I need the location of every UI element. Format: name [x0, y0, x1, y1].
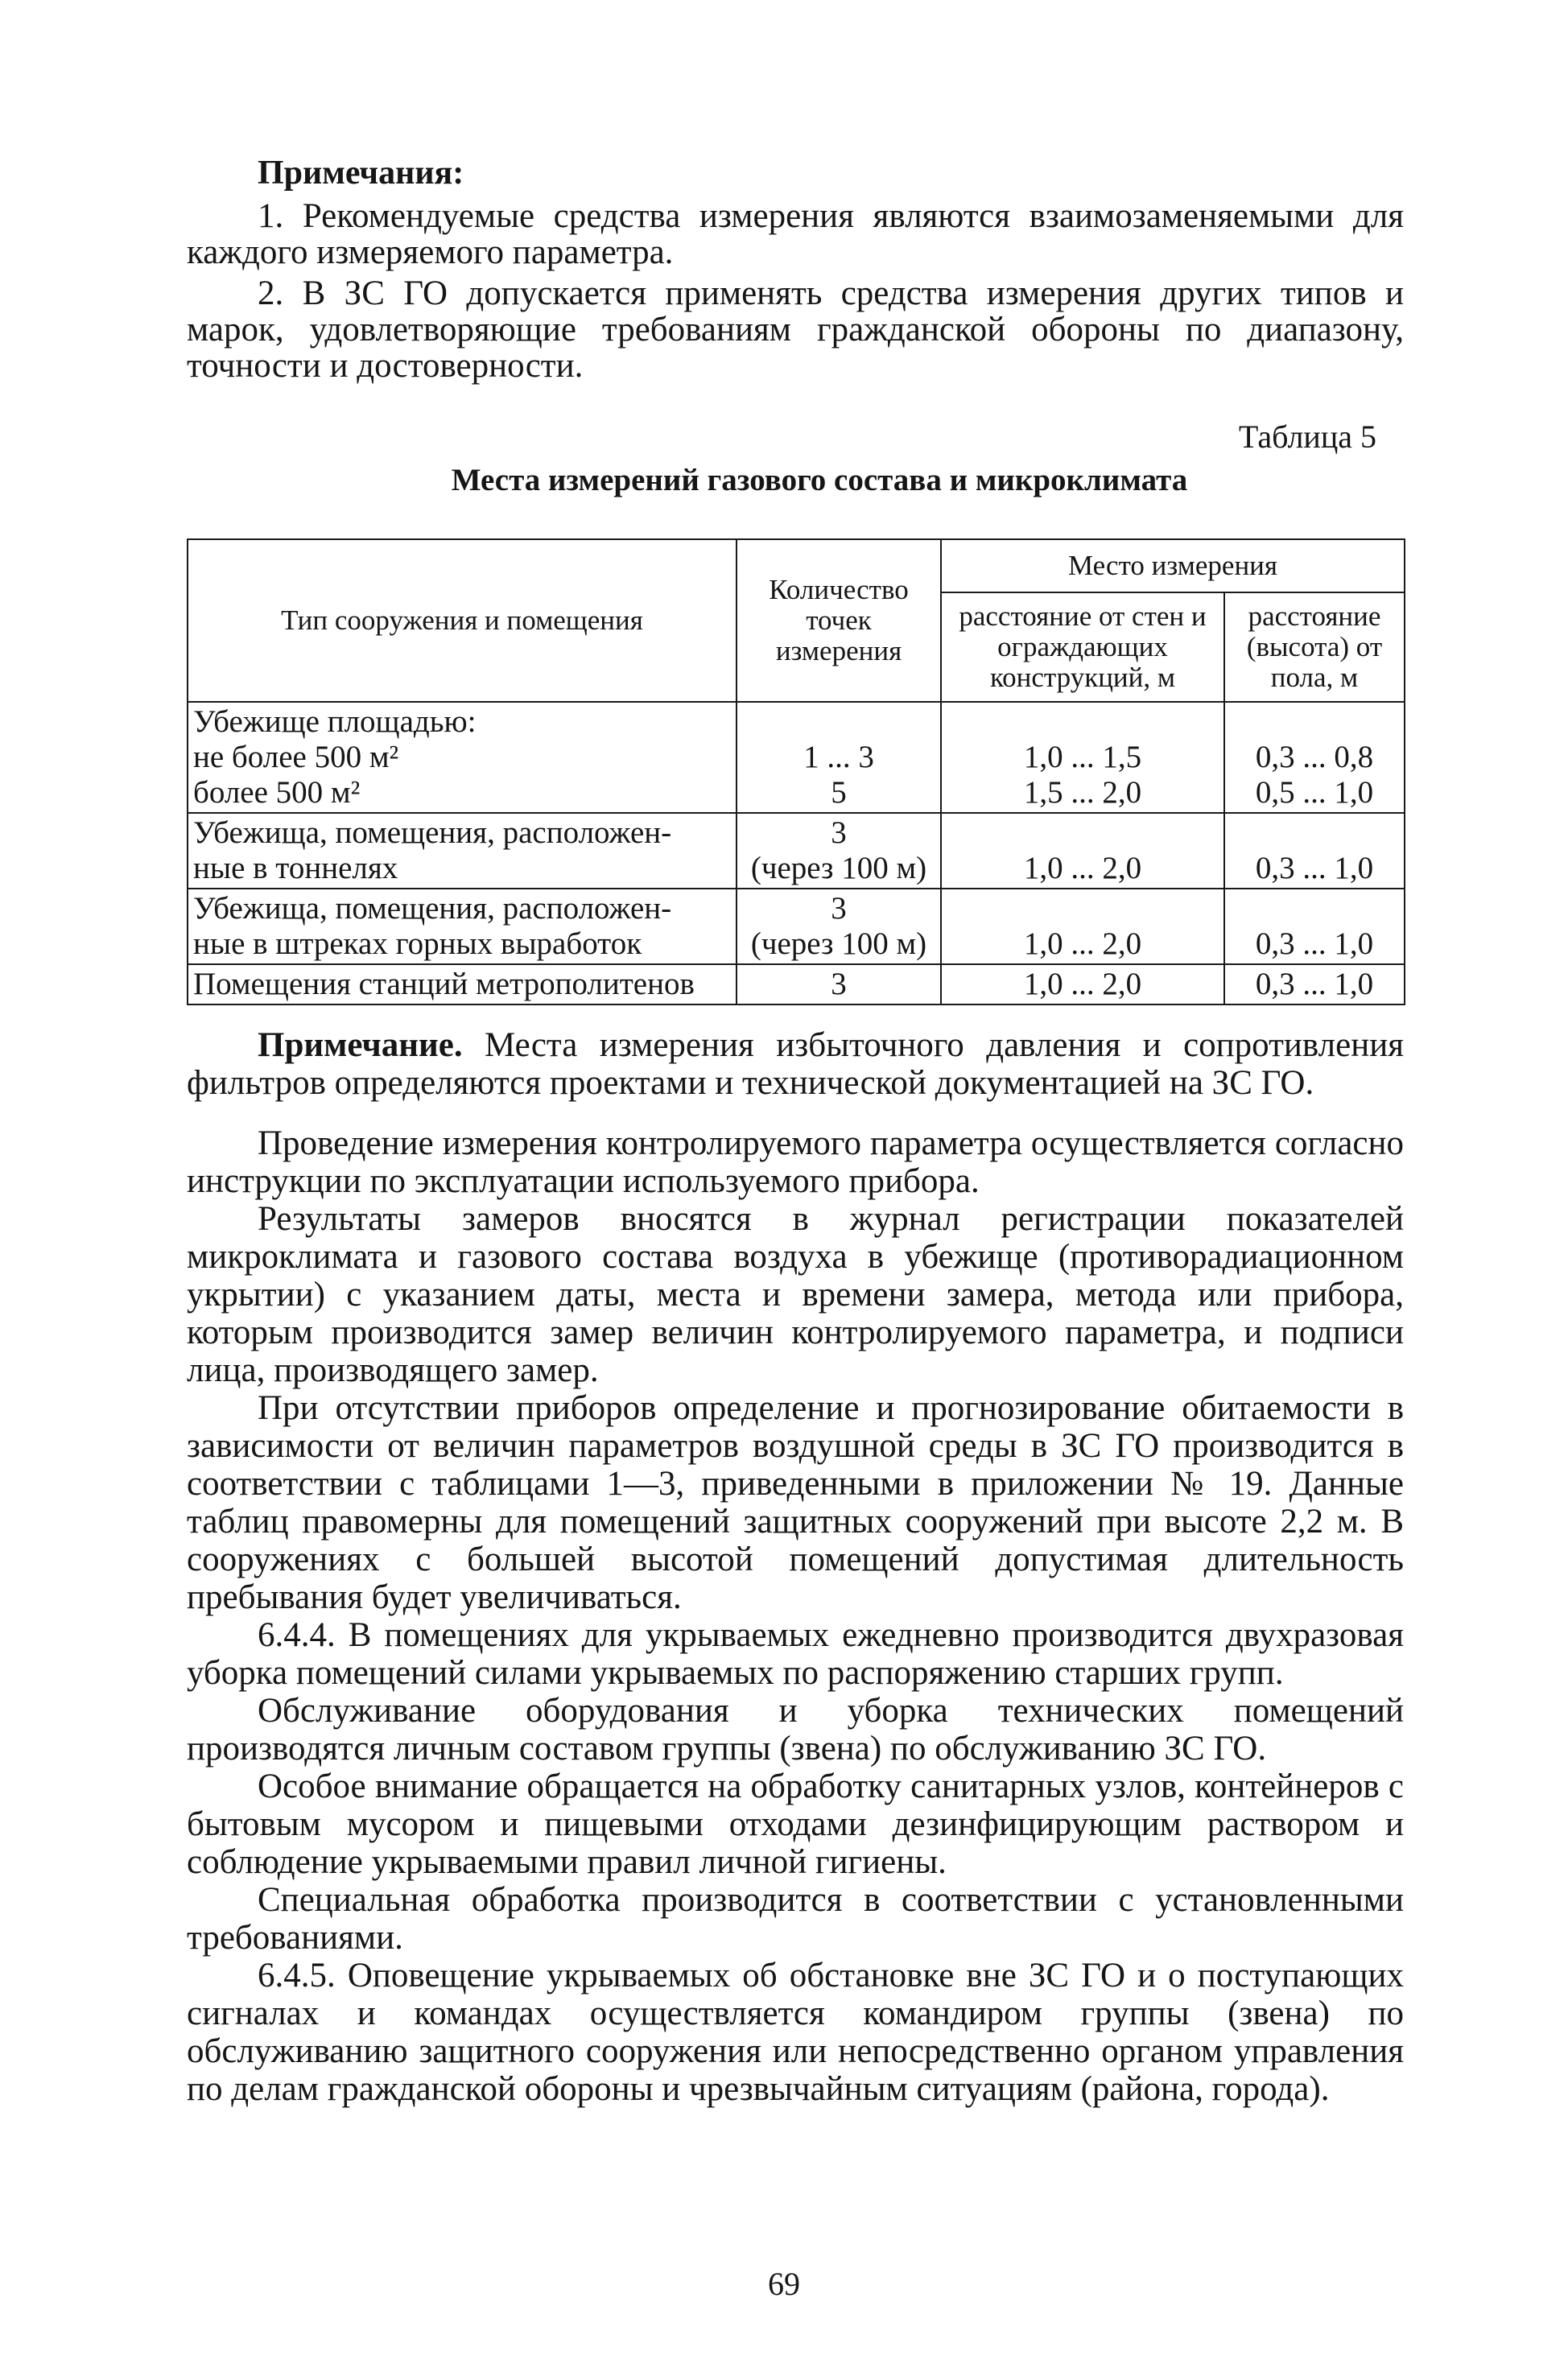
cell-line: 1,5 ... 2,0 [1023, 775, 1142, 810]
paragraph-2: Результаты замеров вносятся в журнал регистрации показателей микроклимата и газового состава воздуха в убежище (противорадиационном укрытии) с указанием даты, места и времени замера, метода или прибора, которым производится замер величин контролируемого параметра, и подписи лица, производящего замер. [187, 1200, 1404, 1389]
cell-line: (через 100 м) [750, 851, 927, 885]
cell-line: ные в тоннелях [193, 851, 398, 885]
cell-line: Убежища, помещения, расположен- [193, 815, 672, 850]
paragraph-5: Обслуживание оборудования и уборка технических помещений производятся личным составом группы (звена) по обслуживанию ЗС ГО. [187, 1692, 1404, 1768]
header-place: Место измерения [941, 539, 1405, 592]
cell-line: 5 [831, 775, 847, 810]
cell-height [1224, 813, 1405, 889]
cell-line: 1,0 ... 2,0 [1023, 851, 1142, 885]
cell-height [1224, 964, 1405, 1004]
cell-line: 0,3 ... 0,8 [1255, 740, 1374, 774]
header-distance-walls: расстояние от стен и ограждающих конструкций, м [941, 592, 1224, 702]
table-row [188, 702, 1405, 813]
cell-line: не более 500 м² [193, 740, 399, 774]
paragraph-7: Специальная обработка производится в соответствии с установленными требованиями. [187, 1881, 1404, 1957]
cell-line: 3 [831, 967, 847, 1001]
cell-line: 1 ... 3 [803, 740, 874, 774]
cell-type [188, 702, 737, 813]
cell-line: ные в штреках горных выработок [193, 926, 642, 961]
paragraph-8: 6.4.5. Оповещение укрываемых об обстановке вне ЗС ГО и о поступающих сигналах и командах осуществляется командиром группы (звена) по обслуживанию защитного сооружения или непосредственно органом управления по делам гражданской обороны и чрезвычайным ситуациям (района, города). [187, 1957, 1404, 2108]
table-row [188, 813, 1405, 889]
cell-line: Убежища, помещения, расположен- [193, 891, 672, 926]
cell-type [188, 964, 737, 1004]
cell-count [737, 702, 941, 813]
cell-distance-walls [941, 813, 1224, 889]
cell-height [1224, 889, 1405, 964]
notes-title: Примечания: [258, 155, 464, 192]
cell-line: Помещения станций метрополитенов [193, 967, 695, 1001]
page-number: 69 [768, 2266, 800, 2302]
table-body [188, 702, 1405, 1004]
cell-line: (через 100 м) [750, 926, 927, 961]
note-item-1: 1. Рекомендуемые средства измерения являются взаимозаменяемыми для каждого измеряемого параметра. [187, 197, 1404, 271]
table-title: Места измерений газового состава и микроклимата [451, 463, 1188, 497]
cell-count [737, 889, 941, 964]
table-row [188, 964, 1405, 1004]
cell-count [737, 964, 941, 1004]
cell-line: 3 [831, 891, 847, 926]
cell-type [188, 889, 737, 964]
cell-distance-walls [941, 964, 1224, 1004]
cell-line: 0,3 ... 1,0 [1255, 967, 1374, 1001]
paragraph-1: Проведение измерения контролируемого параметра осуществляется согласно инструкции по эксплуатации используемого прибора. [187, 1124, 1404, 1200]
paragraph-3: При отсутствии приборов определение и прогнозирование обитаемости в зависимости от величин параметров воздушной среды в ЗС ГО производится в соответствии с таблицами 1—3, приведенными в приложении № 19. Данные таблиц правомерны для помещений защитных сооружений при высоте 2,2 м. В сооружениях с большей высотой помещений допустимая длительность пребывания будет увеличиваться. [187, 1389, 1404, 1616]
paragraph-6: Особое внимание обращается на обработку санитарных узлов, контейнеров с бытовым мусором и пищевыми отходами дезинфицирующим раствором и соблюдение укрываемыми правил личной гигиены. [187, 1768, 1404, 1881]
cell-distance-walls [941, 702, 1224, 813]
cell-line: 1,0 ... 2,0 [1023, 967, 1142, 1001]
cell-line: 1,0 ... 2,0 [1023, 926, 1142, 961]
cell-line: 0,3 ... 1,0 [1255, 851, 1374, 885]
cell-line: 0,5 ... 1,0 [1255, 775, 1374, 810]
table-note-text: Места измерения избыточного давления и сопротивления фильтров определяются проектами и технической документацией на ЗС ГО. [187, 1026, 1404, 1102]
table-row [188, 889, 1405, 964]
cell-line: более 500 м² [193, 775, 361, 810]
note-item-2: 2. В ЗС ГО допускается применять средства измерения других типов и марок, удовлетворяющие требованиям гражданской обороны по диапазону, точности и достоверности. [187, 274, 1404, 385]
measurement-table [187, 538, 1405, 1005]
cell-type [188, 813, 737, 889]
cell-distance-walls [941, 889, 1224, 964]
document-page [187, 153, 1404, 2108]
cell-line: 1,0 ... 1,5 [1023, 740, 1142, 774]
cell-count [737, 813, 941, 889]
table-note [187, 1026, 1404, 1102]
table-number: Таблица 5 [1238, 419, 1376, 455]
header-count: Количество точек измерения [737, 539, 941, 702]
paragraph-4: 6.4.4. В помещениях для укрываемых ежедневно производится двухразовая уборка помещений силами укрываемых по распоряжению старших групп. [187, 1616, 1404, 1692]
table-note-label: Примечание. [258, 1026, 463, 1064]
cell-line: 0,3 ... 1,0 [1255, 926, 1374, 961]
header-type: Тип сооружения и помещения [188, 539, 737, 702]
cell-height [1224, 702, 1405, 813]
cell-line: Убежище площадью: [193, 704, 477, 739]
header-height: расстояние (высота) от пола, м [1224, 592, 1405, 702]
cell-line: 3 [831, 815, 847, 850]
